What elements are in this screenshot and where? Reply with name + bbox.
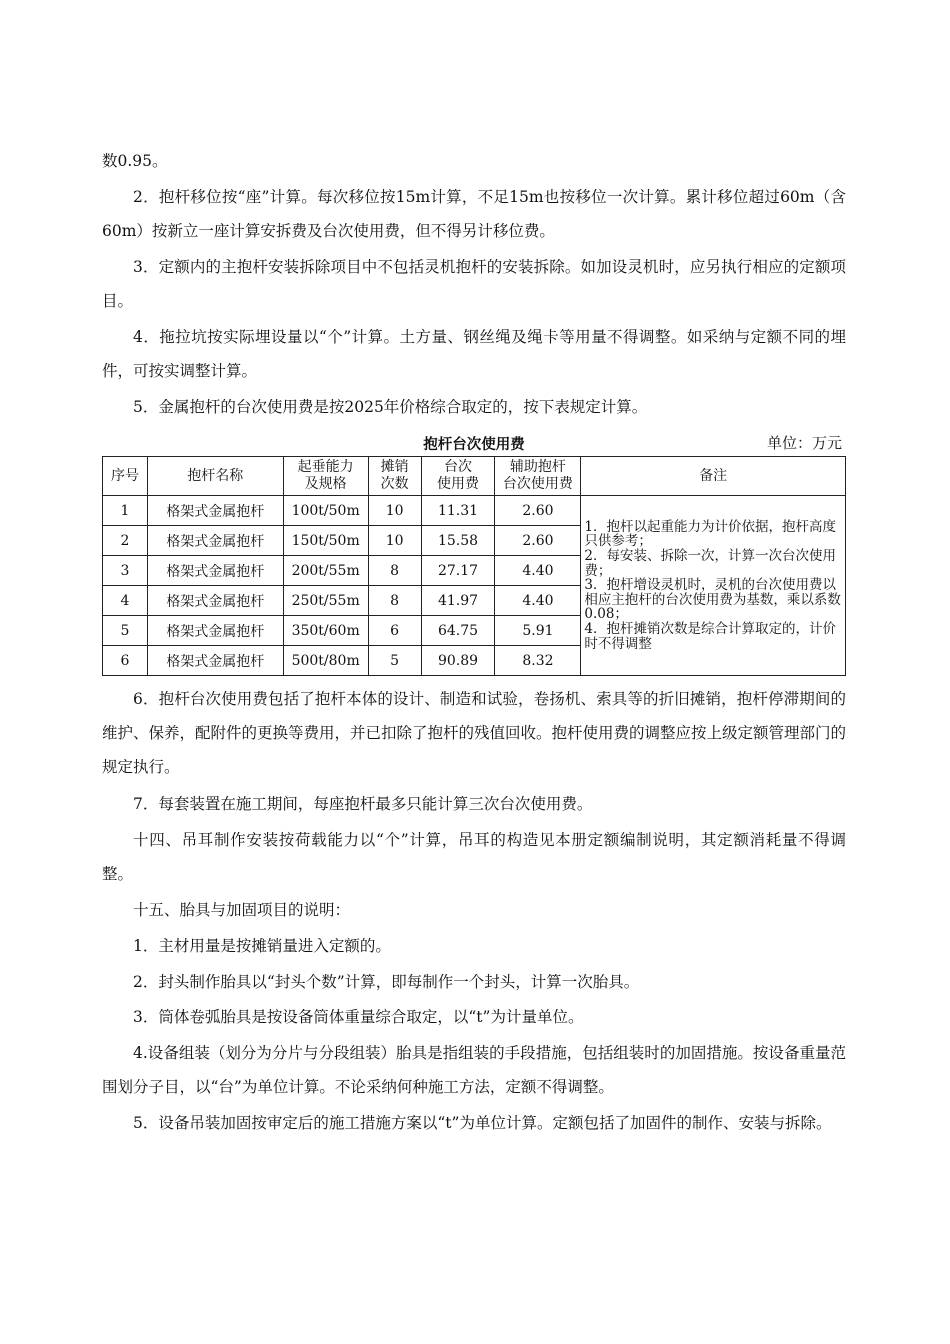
paragraph-15-item-2: 2．封头制作胎具以“封头个数”计算，即每制作一个封头，计算一次胎具。 [133, 973, 640, 991]
cell-no: 2 [103, 526, 148, 556]
cell-no: 1 [103, 496, 148, 526]
paragraph-15-item-3: 3．筒体卷弧胎具是按设备筒体重量综合取定，以“t”为计量单位。 [133, 1008, 584, 1026]
header-remark: 备注 [581, 457, 846, 496]
cell-times: 5 [368, 646, 421, 676]
paragraph-15-item-4: 4.设备组装（划分为分片与分段组装）胎具是指组装的手段措施，包括组装时的加固措施。按设备重量范围划分子目，以“台”为单位计算。不论采纳何种施工方法，定额不得调整。 [102, 1044, 846, 1096]
cell-times: 10 [368, 526, 421, 556]
table-title-row [102, 432, 846, 454]
paragraph-item-7: 7．每套装置在施工期间，每座抱杆最多只能计算三次台次使用费。 [133, 795, 593, 813]
usage-fee-table [102, 456, 846, 676]
cell-fee: 15.58 [421, 526, 495, 556]
paragraph-section-14: 十四、吊耳制作安装按荷载能力以“个”计算，吊耳的构造见本册定额编制说明，其定额消耗量不得调整。 [102, 831, 846, 883]
paragraph-section-15: 十五、胎具与加固项目的说明： [133, 901, 351, 919]
paragraph-continuation: 数0.95。 [102, 152, 168, 170]
cell-name: 格架式金属抱杆 [147, 646, 283, 676]
cell-spec: 200t/55m [283, 556, 368, 586]
cell-times: 6 [368, 616, 421, 646]
header-times: 摊销 次数 [368, 457, 421, 496]
cell-aux-fee: 8.32 [495, 646, 581, 676]
cell-remark: 1．抱杆以起重能力为计价依据，抱杆高度只供参考； 2．每安装、拆除一次，计算一次台次使用费； 3．抱杆增设灵机时，灵机的台次使用费以相应主抱杆的台次使用费为基数，乘以系数0.08； 4．抱杆摊销次数是综合计算取定的，计价时不得调整 [581, 496, 846, 676]
header-no: 序号 [103, 457, 148, 496]
table-row [103, 496, 846, 526]
paragraph-item-3: 3．定额内的主抱杆安装拆除项目中不包括灵机抱杆的安装拆除。如加设灵机时，应另执行相应的定额项目。 [102, 258, 846, 310]
paragraph-item-4: 4．拖拉坑按实际埋设量以“个”计算。土方量、钢丝绳及绳卡等用量不得调整。如采纳与定额不同的埋件，可按实调整计算。 [102, 328, 846, 380]
cell-aux-fee: 4.40 [495, 556, 581, 586]
header-spec: 起垂能力 及规格 [283, 457, 368, 496]
paragraph-15-item-1: 1．主材用量是按摊销量进入定额的。 [133, 937, 391, 955]
cell-no: 3 [103, 556, 148, 586]
cell-spec: 350t/60m [283, 616, 368, 646]
cell-name: 格架式金属抱杆 [147, 496, 283, 526]
cell-spec: 150t/50m [283, 526, 368, 556]
table-unit: 单位：万元 [766, 434, 842, 452]
cell-aux-fee: 4.40 [495, 586, 581, 616]
cell-aux-fee: 2.60 [495, 526, 581, 556]
header-aux-fee: 辅助抱杆 台次使用费 [495, 457, 581, 496]
cell-name: 格架式金属抱杆 [147, 556, 283, 586]
cell-spec: 500t/80m [283, 646, 368, 676]
cell-fee: 64.75 [421, 616, 495, 646]
cell-aux-fee: 2.60 [495, 496, 581, 526]
cell-name: 格架式金属抱杆 [147, 526, 283, 556]
cell-times: 8 [368, 556, 421, 586]
cell-fee: 11.31 [421, 496, 495, 526]
paragraph-item-6: 6．抱杆台次使用费包括了抱杆本体的设计、制造和试验，卷扬机、索具等的折旧摊销，抱杆停滞期间的维护、保养，配附件的更换等费用，并已扣除了抱杆的残值回收。抱杆使用费的调整应按上级定额管理部门的规定执行。 [102, 690, 847, 776]
cell-name: 格架式金属抱杆 [147, 586, 283, 616]
header-fee: 台次 使用费 [421, 457, 495, 496]
paragraph-item-5: 5．金属抱杆的台次使用费是按2025年价格综合取定的，按下表规定计算。 [133, 398, 648, 416]
cell-aux-fee: 5.91 [495, 616, 581, 646]
cell-no: 6 [103, 646, 148, 676]
table-header-row [103, 457, 846, 496]
cell-no: 4 [103, 586, 148, 616]
cell-fee: 41.97 [421, 586, 495, 616]
cell-spec: 100t/50m [283, 496, 368, 526]
paragraph-15-item-5: 5．设备吊装加固按审定后的施工措施方案以“t”为单位计算。定额包括了加固件的制作、安装与拆除。 [133, 1114, 832, 1132]
cell-name: 格架式金属抱杆 [147, 616, 283, 646]
cell-times: 8 [368, 586, 421, 616]
cell-fee: 90.89 [421, 646, 495, 676]
paragraph-item-2: 2．抱杆移位按“座”计算。每次移位按15m计算，不足15m也按移位一次计算。累计移位超过60m（含60m）按新立一座计算安拆费及台次使用费，但不得另计移位费。 [102, 188, 846, 240]
cell-times: 10 [368, 496, 421, 526]
cell-no: 5 [103, 616, 148, 646]
header-name: 抱杆名称 [147, 457, 283, 496]
table-caption: 抱杆台次使用费 [423, 437, 525, 453]
cell-fee: 27.17 [421, 556, 495, 586]
cell-spec: 250t/55m [283, 586, 368, 616]
